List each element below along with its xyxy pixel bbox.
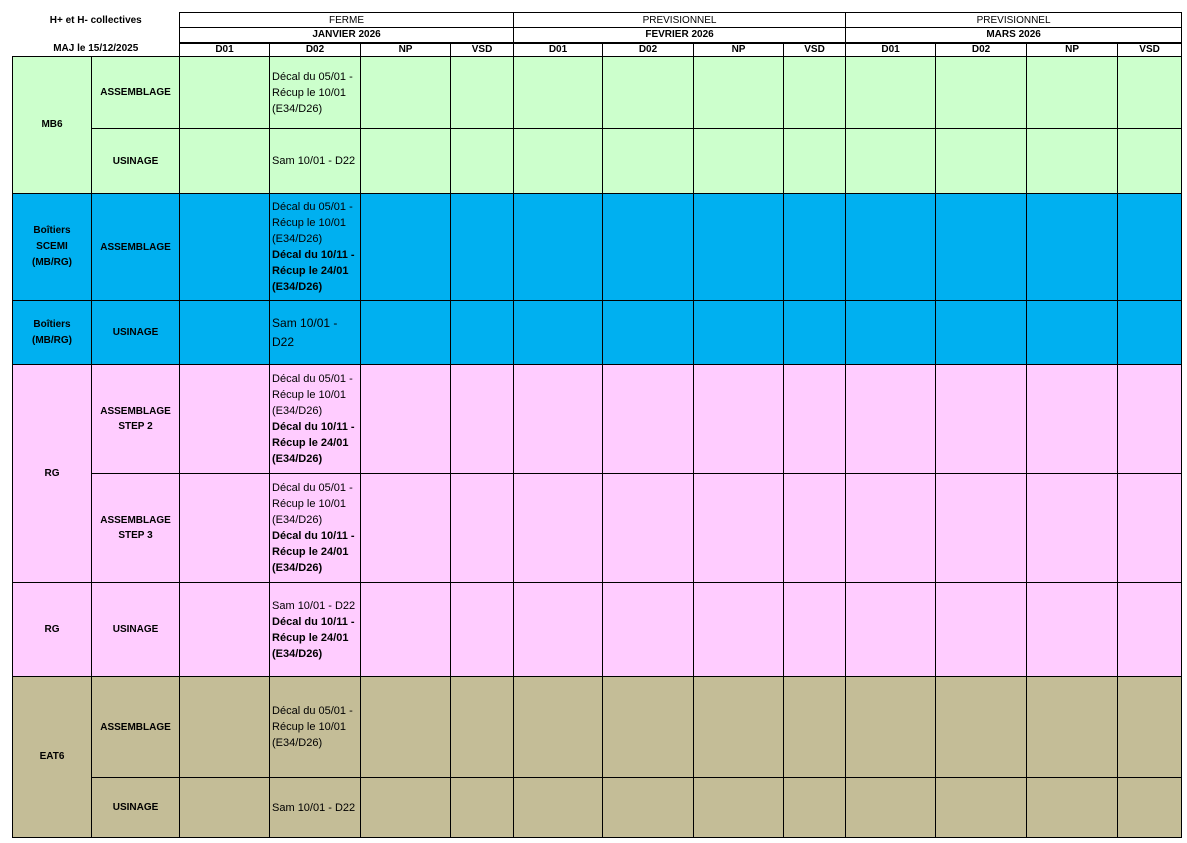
cell[interactable]: [603, 677, 694, 778]
cell[interactable]: [784, 129, 846, 194]
note-cell[interactable]: [270, 474, 361, 583]
cell[interactable]: [514, 474, 603, 583]
operation-label: USINAGE: [92, 301, 180, 365]
cell[interactable]: [784, 57, 846, 129]
cell[interactable]: [846, 301, 936, 365]
operation-label: USINAGE: [92, 583, 180, 677]
note-text-bold: Décal du 10/11 - Récup le 24/01 (E34/D26): [272, 530, 355, 574]
cell[interactable]: [936, 57, 1027, 129]
period-status-janvier: FERME: [180, 13, 514, 28]
note-cell[interactable]: [270, 365, 361, 474]
cell[interactable]: [1118, 301, 1182, 365]
operation-label: ASSEMBLAGE: [92, 57, 180, 129]
cell[interactable]: [784, 583, 846, 677]
cell[interactable]: [603, 365, 694, 474]
column-header: NP: [1027, 43, 1118, 57]
cell[interactable]: [846, 129, 936, 194]
note-cell[interactable]: [270, 778, 361, 838]
note-text: Décal du 05/01 - Récup le 10/01 (E34/D26): [272, 201, 353, 245]
cell[interactable]: [1118, 583, 1182, 677]
column-header: NP: [694, 43, 784, 57]
cell[interactable]: [361, 583, 451, 677]
column-header: VSD: [784, 43, 846, 57]
cell[interactable]: [361, 194, 451, 301]
sheet-title: H+ et H- collectives: [49, 14, 142, 26]
column-header: NP: [361, 43, 451, 57]
cell[interactable]: [784, 194, 846, 301]
cell[interactable]: [1118, 129, 1182, 194]
cell[interactable]: [784, 301, 846, 365]
update-date: MAJ le 15/12/2025: [53, 43, 139, 54]
note-cell[interactable]: [270, 677, 361, 778]
cell[interactable]: [1118, 194, 1182, 301]
cell[interactable]: [1027, 583, 1118, 677]
cell[interactable]: [1118, 474, 1182, 583]
cell[interactable]: [603, 129, 694, 194]
cell[interactable]: [603, 301, 694, 365]
cell[interactable]: [180, 365, 270, 474]
cell[interactable]: [784, 778, 846, 838]
note-cell[interactable]: [270, 194, 361, 301]
cell[interactable]: [361, 677, 451, 778]
cell[interactable]: [514, 583, 603, 677]
cell[interactable]: [1118, 778, 1182, 838]
cell[interactable]: [451, 677, 514, 778]
note-cell[interactable]: [270, 57, 361, 129]
note-text: Sam 10/01 - D22: [272, 155, 356, 167]
cell[interactable]: [603, 778, 694, 838]
cell[interactable]: [846, 583, 936, 677]
month-fevrier: FEVRIER 2026: [514, 28, 846, 43]
cell[interactable]: [1118, 677, 1182, 778]
product-boitiers-scemi: Boîtiers SCEMI (MB/RG): [13, 194, 92, 301]
cell[interactable]: [694, 57, 784, 129]
note-cell[interactable]: [270, 583, 361, 677]
cell[interactable]: [936, 365, 1027, 474]
cell[interactable]: [361, 301, 451, 365]
cell[interactable]: [936, 129, 1027, 194]
operation-label: ASSEMBLAGE STEP 2: [92, 365, 180, 474]
cell[interactable]: [514, 301, 603, 365]
operation-label: ASSEMBLAGE STEP 3: [92, 474, 180, 583]
cell[interactable]: [936, 474, 1027, 583]
cell[interactable]: [936, 583, 1027, 677]
operation-label: ASSEMBLAGE: [92, 194, 180, 301]
cell[interactable]: [514, 677, 603, 778]
cell[interactable]: [361, 474, 451, 583]
note-text: Sam 10/01 - D22: [272, 315, 338, 349]
cell[interactable]: [451, 365, 514, 474]
note-text: Décal du 05/01 - Récup le 10/01 (E34/D26): [272, 70, 353, 115]
cell[interactable]: [180, 677, 270, 778]
cell[interactable]: [936, 301, 1027, 365]
cell[interactable]: [361, 778, 451, 838]
note-cell[interactable]: [270, 301, 361, 365]
planning-table: [12, 12, 1182, 838]
operation-label: ASSEMBLAGE: [92, 677, 180, 778]
cell[interactable]: [784, 474, 846, 583]
cell[interactable]: [514, 57, 603, 129]
cell[interactable]: [694, 194, 784, 301]
product-rg-usinage: RG: [13, 583, 92, 677]
cell[interactable]: [514, 778, 603, 838]
cell[interactable]: [846, 677, 936, 778]
cell[interactable]: [361, 57, 451, 129]
cell[interactable]: [694, 583, 784, 677]
cell[interactable]: [1027, 57, 1118, 129]
operation-label: USINAGE: [92, 778, 180, 838]
cell[interactable]: [603, 474, 694, 583]
cell[interactable]: [846, 57, 936, 129]
cell[interactable]: [1027, 301, 1118, 365]
cell[interactable]: [846, 474, 936, 583]
cell[interactable]: [361, 365, 451, 474]
cell[interactable]: [784, 677, 846, 778]
cell[interactable]: [451, 129, 514, 194]
month-janvier: JANVIER 2026: [180, 28, 514, 43]
cell[interactable]: [514, 129, 603, 194]
cell[interactable]: [846, 778, 936, 838]
note-text-bold: Décal du 10/11 - Récup le 24/01 (E34/D26): [272, 615, 355, 660]
product-mb6: MB6: [13, 57, 92, 194]
period-status-fevrier: PREVISIONNEL: [514, 13, 846, 28]
column-header: D01: [846, 43, 936, 57]
note-text: Sam 10/01 - D22: [272, 599, 356, 612]
cell[interactable]: [180, 57, 270, 129]
cell[interactable]: [603, 194, 694, 301]
operation-label: USINAGE: [92, 129, 180, 194]
cell[interactable]: [361, 129, 451, 194]
cell[interactable]: [451, 474, 514, 583]
cell[interactable]: [1027, 194, 1118, 301]
note-cell[interactable]: [270, 129, 361, 194]
cell[interactable]: [451, 194, 514, 301]
cell[interactable]: [784, 365, 846, 474]
column-header: VSD: [451, 43, 514, 57]
cell[interactable]: [1027, 677, 1118, 778]
cell[interactable]: [694, 129, 784, 194]
note-text: Décal du 05/01 - Récup le 10/01 (E34/D26): [272, 373, 353, 417]
cell[interactable]: [514, 194, 603, 301]
month-mars: MARS 2026: [846, 28, 1182, 43]
cell[interactable]: [603, 583, 694, 677]
cell[interactable]: [180, 778, 270, 838]
cell[interactable]: [514, 365, 603, 474]
note-text-bold: Décal du 10/11 - Récup le 24/01 (E34/D26): [272, 421, 355, 465]
cell[interactable]: [180, 194, 270, 301]
cell[interactable]: [451, 301, 514, 365]
cell[interactable]: [180, 301, 270, 365]
column-header: D01: [180, 43, 270, 57]
cell[interactable]: [451, 778, 514, 838]
cell[interactable]: [694, 474, 784, 583]
cell[interactable]: [180, 474, 270, 583]
cell[interactable]: [936, 778, 1027, 838]
note-text: Décal du 05/01 - Récup le 10/01 (E34/D26): [272, 705, 353, 749]
cell[interactable]: [180, 583, 270, 677]
cell[interactable]: [1118, 57, 1182, 129]
cell[interactable]: [846, 365, 936, 474]
column-header: D02: [936, 43, 1027, 57]
product-eat6: EAT6: [13, 677, 92, 838]
product-boitiers: Boîtiers (MB/RG): [13, 301, 92, 365]
cell[interactable]: [1027, 778, 1118, 838]
cell[interactable]: [1027, 129, 1118, 194]
cell[interactable]: [603, 57, 694, 129]
cell[interactable]: [1027, 365, 1118, 474]
cell[interactable]: [1027, 474, 1118, 583]
cell[interactable]: [1118, 365, 1182, 474]
cell[interactable]: [451, 57, 514, 129]
note-text: Sam 10/01 - D22: [272, 801, 356, 814]
cell[interactable]: [180, 129, 270, 194]
column-header: D02: [603, 43, 694, 57]
column-header: D01: [514, 43, 603, 57]
period-status-mars: PREVISIONNEL: [846, 13, 1182, 28]
cell[interactable]: [694, 365, 784, 474]
note-text: Décal du 05/01 - Récup le 10/01 (E34/D26): [272, 482, 353, 526]
note-text-bold: Décal du 10/11 - Récup le 24/01 (E34/D26): [272, 249, 355, 293]
cell[interactable]: [936, 677, 1027, 778]
cell[interactable]: [694, 778, 784, 838]
cell[interactable]: [694, 677, 784, 778]
cell[interactable]: [846, 194, 936, 301]
cell[interactable]: [451, 583, 514, 677]
product-rg: RG: [13, 365, 92, 583]
cell[interactable]: [936, 194, 1027, 301]
column-header: D02: [270, 43, 361, 57]
cell[interactable]: [694, 301, 784, 365]
column-header: VSD: [1118, 43, 1182, 57]
